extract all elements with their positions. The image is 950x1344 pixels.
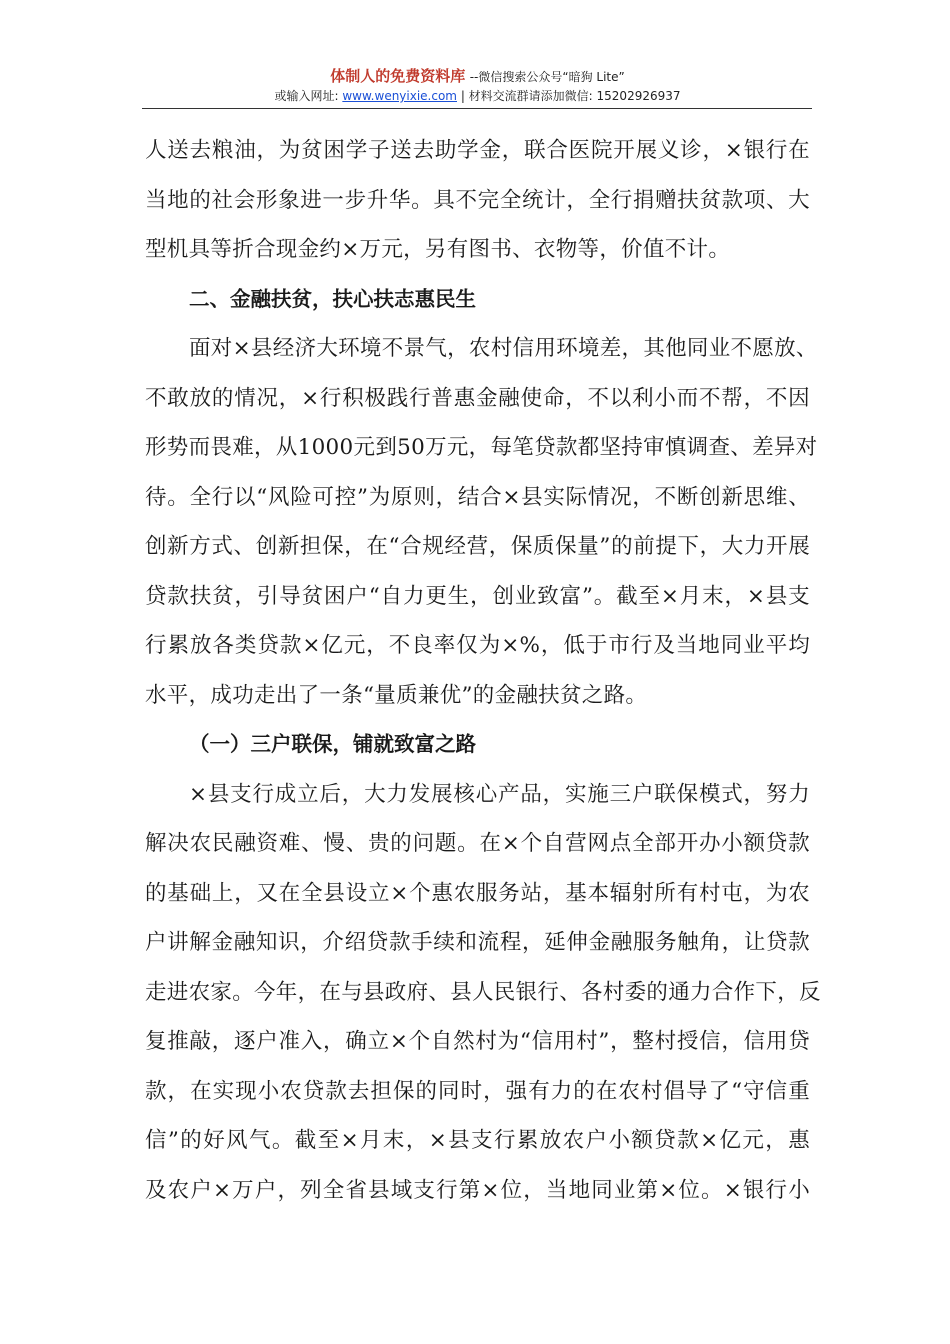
contact-info: | 材料交流群请添加微信: 15202926937 (457, 89, 681, 103)
site-link[interactable]: www.wenyixie.com (342, 89, 457, 103)
text-line: 型机具等折合现金约×万元，另有图书、衣物等，价值不计。 (145, 237, 731, 262)
header-title-line (145, 66, 810, 87)
site-prefix: 或输入网址: (274, 89, 343, 103)
text-line: 款，在实现小农贷款去担保的同时，强有力的在农村倡导了“守信重 (145, 1078, 810, 1104)
section-heading-2: 二、金融扶贫，扶心扶志惠民生 (189, 286, 476, 311)
page-header (145, 66, 810, 105)
text-line: 待。全行以“风险可控”为原则，结合×县实际情况，不断创新思维、 (145, 484, 810, 510)
brand-tagline: --微信搜索公众号“暗狗 Lite” (469, 70, 625, 84)
text-line: 及农户×万户，列全省县域支行第×位，当地同业第×位。×银行小 (145, 1177, 810, 1203)
paragraph-3 (145, 770, 821, 1216)
document-body (145, 126, 821, 1215)
header-contact-line (145, 87, 810, 105)
text-line: 户讲解金融知识，介绍贷款手续和流程，延伸金融服务触角，让贷款 (145, 930, 810, 955)
text-line: 复推敲，逐户准入，确立×个自然村为“信用村”，整村授信，信用贷 (145, 1029, 810, 1054)
paragraph-2 (145, 324, 818, 720)
text-line: 信”的好风气。截至×月末，×县支行累放农户小额贷款×亿元，惠 (145, 1128, 810, 1153)
brand-name: 体制人的免费资料库 (330, 67, 466, 85)
text-line: 走进农家。今年，在与县政府、县人民银行、各村委的通力合作下，反 (145, 979, 821, 1005)
text-line: 的基础上，又在全县设立×个惠农服务站，基本辐射所有村屯，为农 (145, 880, 810, 906)
text-line: 当地的社会形象进一步升华。具不完全统计，全行捐赠扶贫款项、大 (145, 187, 810, 213)
subsection-heading-1: （一）三户联保，铺就致富之路 (189, 732, 476, 756)
text-line: 创新方式、创新担保，在“合规经营，保质保量”的前提下，大力开展 (145, 534, 810, 559)
text-line: 形势而畏难，从1000元到50万元，每笔贷款都坚持审慎调查、差异对 (145, 435, 818, 460)
text-line: 贷款扶贫，引导贫困户“自力更生，创业致富”。截至×月末，×县支 (145, 583, 810, 609)
text-line: 解决农民融资难、慢、贵的问题。在×个自营网点全部开办小额贷款 (145, 831, 810, 856)
text-line: 面对×县经济大环境不景气，农村信用环境差，其他同业不愿放、 (189, 336, 818, 361)
text-line: 水平，成功走出了一条“量质兼优”的金融扶贫之路。 (145, 682, 648, 708)
paragraph-1 (145, 126, 810, 275)
text-line: 不敢放的情况，×行积极践行普惠金融使命，不以利小而不帮，不因 (145, 385, 810, 411)
text-line: 行累放各类贷款×亿元，不良率仅为×%，低于市行及当地同业平均 (145, 633, 810, 658)
header-divider (142, 108, 812, 109)
text-line: ×县支行成立后，大力发展核心产品，实施三户联保模式，努力 (189, 781, 810, 807)
text-line: 人送去粮油，为贫困学子送去助学金，联合医院开展义诊，×银行在 (145, 138, 810, 163)
